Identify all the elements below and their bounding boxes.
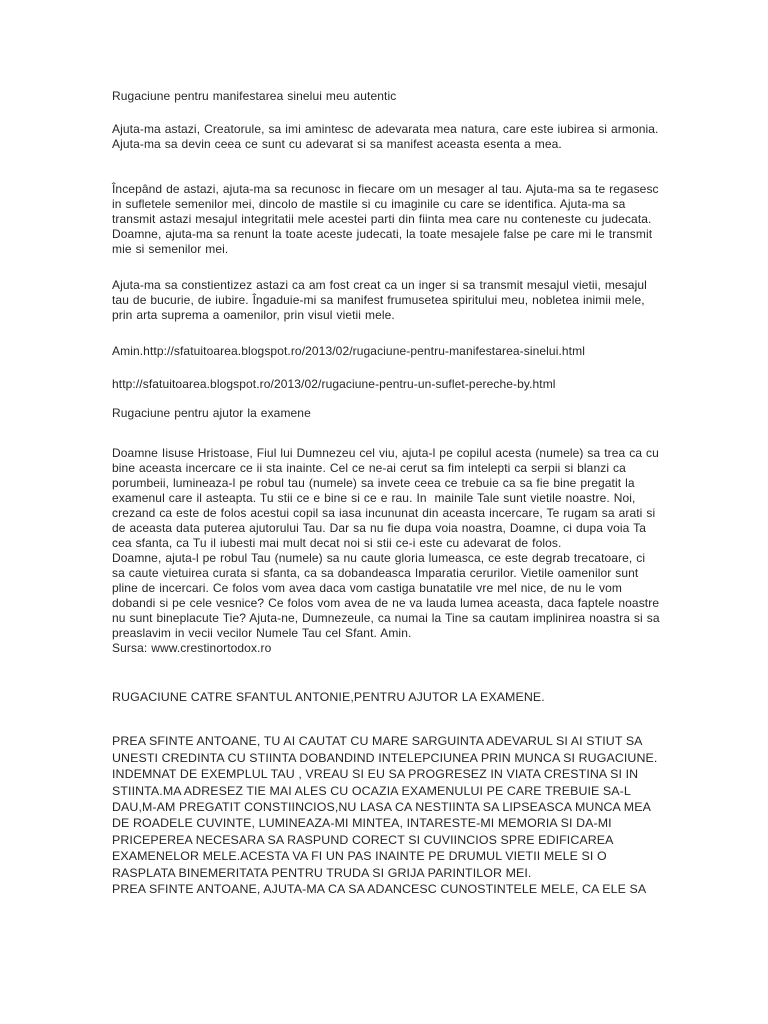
paragraph-ajuta-ma-astazi: Ajuta-ma astazi, Creatorule, sa imi amintesc de adevarata mea natura, care este iubirea si armonia. Ajuta-ma sa devin ceea ce sunt cu adevarat si sa manifest aceasta esenta a mea. <box>112 122 662 151</box>
url-line-manifestarea-sinelui: Amin.http://sfatuitoarea.blogspot.ro/2013/02/rugaciune-pentru-manifestarea-sinelui.html <box>112 344 585 358</box>
paragraph-prea-sfinte-antoane: PREA SFINTE ANTOANE, TU AI CAUTAT CU MARE SARGUINTA ADEVARUL SI AI STIUT SA UNESTI CREDINTA CU STIINTA DOBANDIND INTELEPCIUNEA PRIN MUNCA SI RUGACIUNE. INDEMNAT DE EXEMPLUL TAU , VREAU SI EU SA PROGRESEZ IN VIATA CRESTINA SI IN STIINTA.MA ADRESEZ TIE MAI ALES CU OCAZIA EXAMENULUI PE CARE TREBUIE SA-L DAU,M-AM PREGATIT CONSTIINCIOS,NU LASA CA NESTIINTA SA LIPSEASCA MUNCA MEA DE ROADELE CUVINTE, LUMINEAZA-MI MINTEA, INTARESTE-MI MEMORIA SI DA-MI PRICEPEREA NECESARA SA RASPUND CORECT SI CUVIINCIOS SPRE EDIFICAREA EXAMENELOR MELE.ACESTA VA FI UN PAS INAINTE PE DRUMUL VIETII MELE SI O RASPLATA BINEMERITATA PENTRU TRUDA SI GRIJA PARINTILOR MEI. <box>112 734 661 880</box>
paragraph-prayer-exam-part1: Doamne Iisuse Hristoase, Fiul lui Dumnezeu cel viu, ajuta-l pe copilul acesta (numele) sa trea ca cu bine aceasta incercare ce ii sta inainte. Cel ce ne-ai cerut sa fim intelepti ca serpii si blanzi ca porumbeii, lumineaza-l pe robul tau (numele) sa invete ceea ce trebuie ca sa fie bine pregatit la examenul care il asteapta. Tu stii ce e bine si ce e rau. In mainile Tale sunt vietile noastre. Noi, crezand ca este de folos acestui copil sa iasa incununat din aceasta incercare, Te rugam sa arati si de aceasta data puterea ajutorului Tau. Dar sa nu fie dupa voia noastra, Doamne, ci dupa voia Ta cea sfanta, ca Tu il iubesti mai mult decat noi si stii ce-i este cu adevarat de folos. <box>112 446 663 550</box>
section-title-manifestare: Rugaciune pentru manifestarea sinelui meu autentic <box>112 89 397 103</box>
paragraph-prayer-exam-part2: Doamne, ajuta-l pe robul Tau (numele) sa nu caute gloria lumeasca, ce este degrab trecatoare, ci sa caute vietuirea curata si sfanta, ca sa dobandeasca Imparatia cerurilor. Vietile oamenilor sunt pline de incercari. Ce folos vom avea daca vom castiga bunatatile vre mel nice, de nu le vom dobandi si pe cele vesnice? Ce folos vom avea de ne va lauda lumea aceasta, daca faptele noastre nu sunt bineplacute Tie? Ajuta-ne, Dumnezeule, ca numai la Tine sa cautam implinirea noastra si sa preaslavim in vecii vecilor Numele Tau cel Sfant. Amin. <box>112 551 664 640</box>
paragraph-constientizez: Ajuta-ma sa constientizez astazi ca am fost creat ca un inger si sa transmit mesajul vietii, mesajul tau de bucurie, de iubire. Îngaduie-mi sa manifest frumusetea spiritului meu, nobletea inimii mele, prin arta suprema a oamenilor, prin visul vietii mele. <box>112 278 651 322</box>
text-content <box>112 89 664 897</box>
section-title-ajutor-examene: Rugaciune pentru ajutor la examene <box>112 406 311 420</box>
url-line-suflet-pereche: http://sfatuitoarea.blogspot.ro/2013/02/rugaciune-pentru-un-suflet-pereche-by.html <box>112 377 556 391</box>
source-line: Sursa: www.crestinortodox.ro <box>112 641 272 655</box>
paragraph-incepand-de-astazi: Începând de astazi, ajuta-ma sa recunosc in fiecare om un mesager al tau. Ajuta-ma sa te regasesc in sufletele semenilor mei, dincolo de mastile si cu imaginile cu care se identifica. Ajuta-ma sa transmit astazi mesajul integritatii mele acestei parti din fiinta mea care nu conteneste cu judecata. Doamne, ajuta-ma sa renunt la toate aceste judecati, la toate mesajele false pe care mi le transmit mie si semenilor mei. <box>112 182 663 256</box>
section-title-sfantul-antonie: RUGACIUNE CATRE SFANTUL ANTONIE,PENTRU AJUTOR LA EXAMENE. <box>112 690 545 704</box>
paragraph-prea-sfinte-antoane-last-line: PREA SFINTE ANTOANE, AJUTA-MA CA SA ADANCESC CUNOSTINTELE MELE, CA ELE SA <box>112 882 647 897</box>
